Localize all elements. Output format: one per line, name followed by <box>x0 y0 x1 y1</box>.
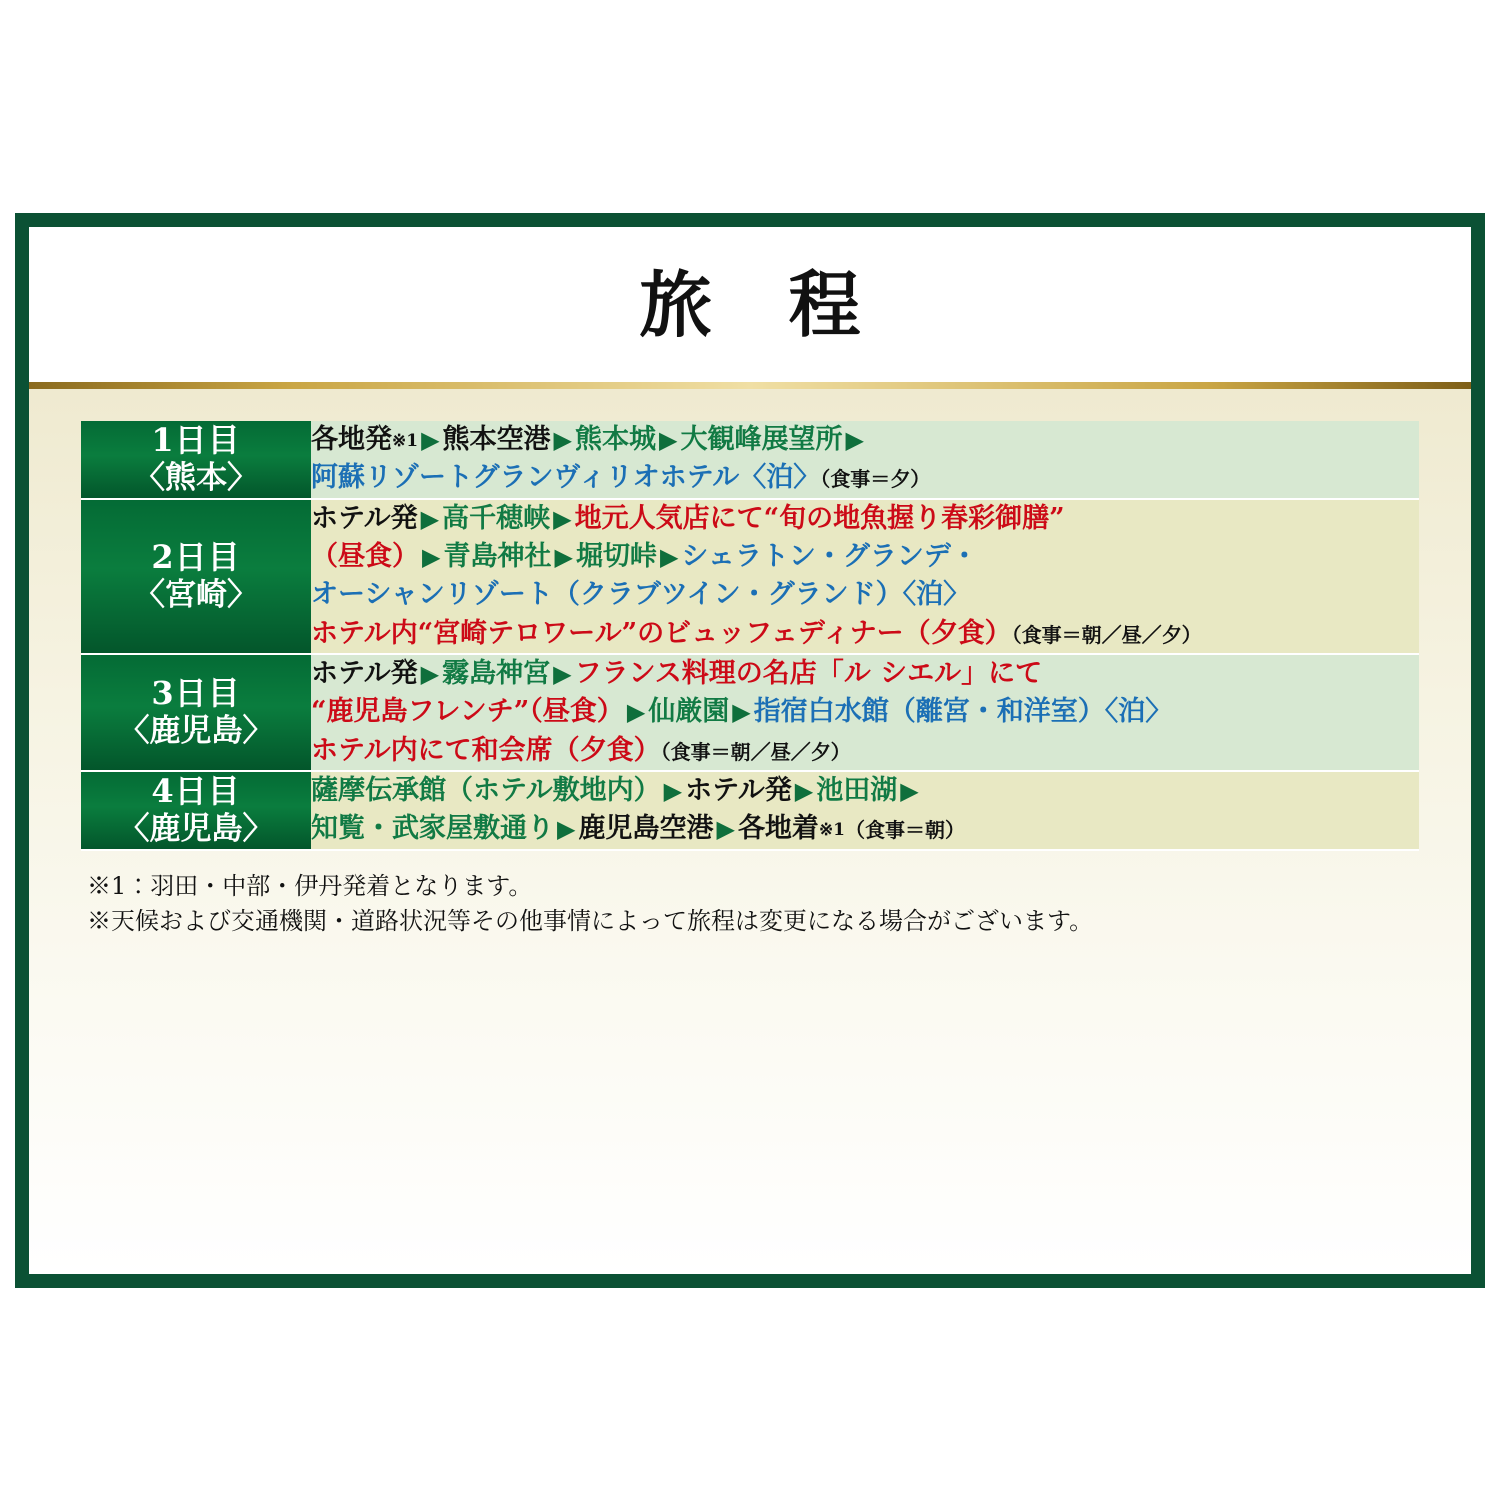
itinerary-segment: 薩摩伝承館（ホテル敷地内） <box>311 774 661 806</box>
itinerary-segment: 阿蘇リゾートグランヴィリオホテル〈泊〉 <box>311 462 821 494</box>
arrow-icon: ▶ <box>420 658 440 688</box>
itinerary-segment: ホテル内“宮崎テロワール”のビュッフェディナー（夕食） <box>311 617 1012 649</box>
itinerary-segment: 指宿白水館（離宮・和洋室）〈泊〉 <box>753 696 1173 728</box>
arrow-icon: ▶ <box>732 697 751 727</box>
notes-block <box>81 869 1419 939</box>
itinerary-segment: （昼食） <box>311 540 419 572</box>
itinerary-row <box>81 771 1419 850</box>
day-label-cell <box>81 421 311 499</box>
itinerary-line <box>311 615 1419 653</box>
arrow-icon: ▶ <box>900 775 919 805</box>
day-number: 2日目 <box>151 538 241 577</box>
itinerary-line <box>311 772 1419 810</box>
page-title: 旅 程 <box>639 261 887 347</box>
day-area: 〈鹿児島〉 <box>118 713 274 750</box>
arrow-icon: ▶ <box>663 775 683 805</box>
day-detail-cell <box>311 499 1419 654</box>
arrow-icon: ▶ <box>845 425 864 454</box>
day-detail-cell <box>311 771 1419 850</box>
itinerary-segment: 各地着 <box>737 813 819 845</box>
day-detail-cell <box>311 421 1419 499</box>
arrow-icon: ▶ <box>794 775 814 805</box>
day-number: 3日目 <box>151 674 241 713</box>
itinerary-line <box>311 576 1419 614</box>
itinerary-segment: （食事＝朝／昼／夕） <box>660 739 851 764</box>
itinerary-segment: 鹿児島空港 <box>578 813 714 845</box>
itinerary-row <box>81 499 1419 654</box>
itinerary-line <box>311 810 1419 848</box>
itinerary-segment: ホテル内にて和会席（夕食） <box>311 734 661 766</box>
itinerary-segment: 高千穂峡 <box>442 502 551 534</box>
itinerary-segment: “鹿児島フレンチ”（昼食） <box>311 696 624 728</box>
day-detail-cell <box>311 654 1419 771</box>
itinerary-inner <box>29 227 1471 1274</box>
itinerary-segment: ※1 <box>818 820 846 841</box>
day-label-cell <box>81 771 311 850</box>
day-area: 〈鹿児島〉 <box>118 810 274 847</box>
itinerary-segment: （食事＝朝） <box>845 818 966 843</box>
itinerary-segment: 熊本空港 <box>442 424 551 455</box>
itinerary-line <box>311 500 1419 538</box>
day-area: 〈宮崎〉 <box>134 576 258 613</box>
arrow-icon: ▶ <box>554 541 573 571</box>
itinerary-segment: ホテル発 <box>311 502 418 534</box>
itinerary-segment: シェラトン・グランデ・ <box>681 540 978 572</box>
itinerary-line <box>311 732 1419 770</box>
day-number: 4日目 <box>151 772 241 811</box>
day-area: 〈熊本〉 <box>134 459 258 496</box>
itinerary-segment: （食事＝朝／昼／夕） <box>1011 622 1202 647</box>
itinerary-row <box>81 421 1419 499</box>
arrow-icon: ▶ <box>659 541 679 571</box>
itinerary-segment: 各地発 <box>311 424 392 455</box>
itinerary-segment: 青島神社 <box>443 540 552 572</box>
arrow-icon: ▶ <box>659 425 678 454</box>
itinerary-segment: 大観峰展望所 <box>680 424 843 455</box>
itinerary-rows <box>81 421 1419 850</box>
itinerary-line <box>311 538 1419 576</box>
itinerary-body <box>29 389 1471 1274</box>
itinerary-segment: 知覧・武家屋敷通り <box>311 813 554 845</box>
itinerary-line <box>311 421 1419 459</box>
itinerary-segment: 熊本城 <box>575 424 657 455</box>
arrow-icon: ▶ <box>421 425 440 454</box>
itinerary-segment: 地元人気店にて“旬の地魚握り春彩御膳” <box>574 502 1065 534</box>
itinerary-segment: ※1 <box>392 431 419 451</box>
arrow-icon: ▶ <box>626 697 646 727</box>
itinerary-line <box>311 655 1419 693</box>
day-number: 1日目 <box>151 421 241 460</box>
itinerary-segment: 池田湖 <box>816 774 898 806</box>
arrow-icon: ▶ <box>553 503 572 533</box>
arrow-icon: ▶ <box>716 814 735 844</box>
itinerary-segment: ホテル発 <box>685 774 792 806</box>
arrow-icon: ▶ <box>553 425 573 454</box>
itinerary-row <box>81 654 1419 771</box>
itinerary-segment: フランス料理の名店「ル シエル」にて <box>574 657 1043 689</box>
note-line: ※1：羽田・中部・伊丹発着となります。 <box>87 871 533 900</box>
itinerary-line <box>311 459 1419 497</box>
title-band <box>29 227 1471 382</box>
itinerary-segment: オーシャンリゾート（クラブツイン・グランド）〈泊〉 <box>311 579 971 611</box>
itinerary-segment: 仙厳園 <box>648 696 730 728</box>
itinerary-frame <box>15 213 1485 1288</box>
gold-divider <box>29 382 1471 389</box>
arrow-icon: ▶ <box>422 541 441 571</box>
note-line: ※天候および交通機関・道路状況等その他事情によって旅程は変更になる場合がございます。 <box>87 906 1094 935</box>
itinerary-table <box>81 421 1419 851</box>
itinerary-line <box>311 693 1419 731</box>
itinerary-segment: （食事＝夕） <box>820 467 931 492</box>
itinerary-segment: 堀切峠 <box>575 540 657 572</box>
day-label-cell <box>81 654 311 771</box>
day-label-cell <box>81 499 311 654</box>
arrow-icon: ▶ <box>420 503 440 533</box>
arrow-icon: ▶ <box>557 814 576 844</box>
itinerary-segment: 霧島神宮 <box>442 657 551 689</box>
arrow-icon: ▶ <box>553 658 572 688</box>
itinerary-segment: ホテル発 <box>311 657 418 689</box>
